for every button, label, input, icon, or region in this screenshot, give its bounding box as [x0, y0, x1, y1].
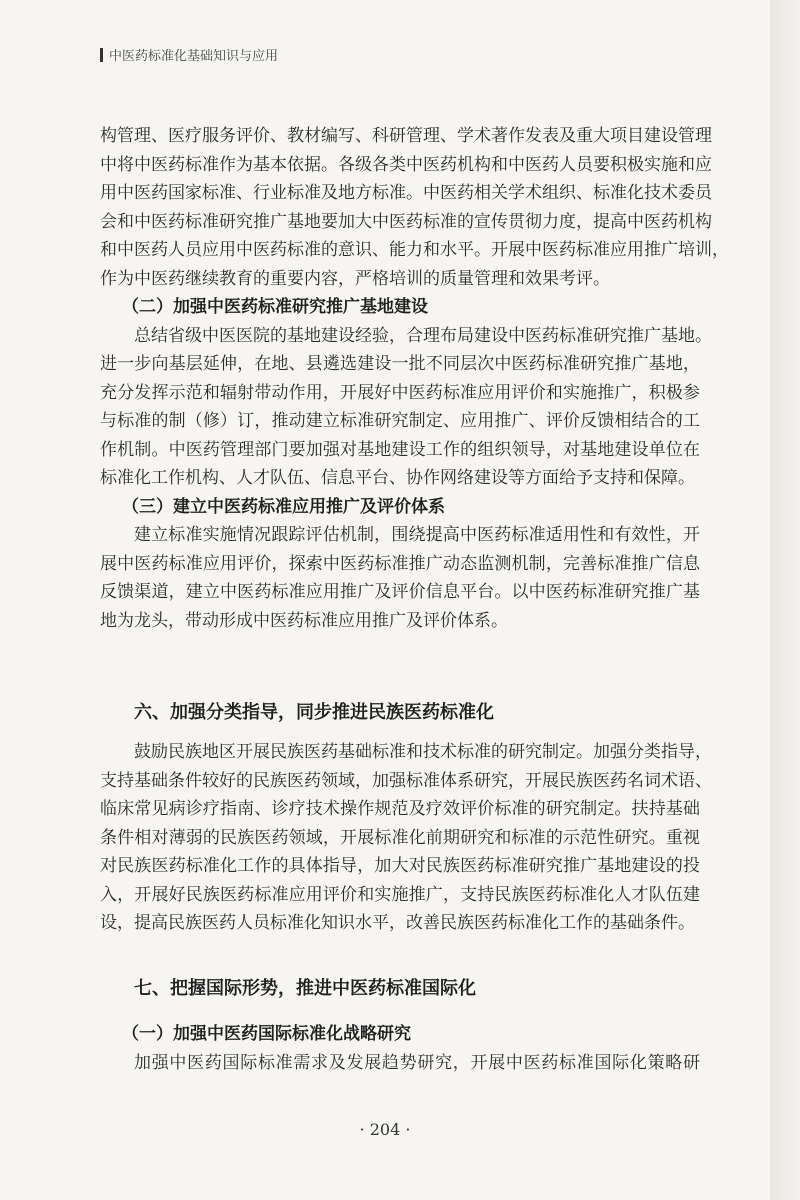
text-line: 和中医药人员应用中医药标准的意识、能力和水平。开展中医药标准应用推广培训，: [100, 240, 729, 260]
text-line: 支持基础条件较好的民族医药领域，加强标准体系研究，开展民族医药名词术语、: [100, 770, 712, 791]
page-number: · 204 ·: [359, 1120, 411, 1139]
text-line: 与标准的制（修）订，推动建立标准研究制定、应用推广、评价反馈相结合的工: [100, 411, 700, 431]
text-line: 作机制。中医药管理部门要加强对基地建设工作的组织领导，对基地建设单位在: [100, 439, 700, 460]
text-line: 标准化工作机构、人才队伍、信息平台、协作网络建设等方面给予支持和保障。: [100, 468, 695, 488]
body-text-block-1: [100, 122, 729, 635]
text-line: 充分发挥示范和辐射带动作用，开展好中医药标准应用评价和实施推广，积极参: [100, 382, 700, 403]
text-line: 构管理、医疗服务评价、教材编写、科研管理、学术著作发表及重大项目建设管理: [100, 126, 712, 146]
text-line: 对民族医药标准化工作的具体指导，加大对民族医药标准研究推广基地建设的投: [100, 856, 700, 876]
running-header: [100, 45, 278, 64]
section-7-heading: 七、把握国际形势，推进中医药标准国际化: [134, 978, 476, 999]
section-7-body: [100, 1020, 700, 1077]
section-6-heading: 六、加强分类指导，同步推进民族医药标准化: [134, 702, 494, 723]
text-line: 展中医药标准应用评价，探索中医药标准推广动态监测机制，完善标准推广信息: [100, 553, 700, 574]
text-line: 加强中医药国际标准需求及发展趋势研究，开展中医药标准国际化策略研: [134, 1052, 700, 1073]
text-line: 入，开展好民族医药标准应用评价和实施推广，支持民族医药标准化人才队伍建: [100, 884, 700, 905]
subheading-2: （二）加强中医药标准研究推广基地建设: [122, 297, 428, 317]
text-line: 地为龙头，带动形成中医药标准应用推广及评价体系。: [100, 610, 508, 631]
text-line: 作为中医药继续教育的重要内容，严格培训的质量管理和效果考评。: [100, 268, 610, 289]
text-line: 临床常见病诊疗指南、诊疗技术操作规范及疗效评价标准的研究制定。扶持基础: [100, 799, 700, 819]
text-line: 会和中医药标准研究推广基地要加大中医药标准的宣传贯彻力度，提高中医药机构: [100, 211, 712, 232]
text-line: 设，提高民族医药人员标准化知识水平，改善民族医药标准化工作的基础条件。: [100, 913, 695, 933]
text-line: 用中医药国家标准、行业标准及地方标准。中医药相关学术组织、标准化技术委员: [100, 183, 712, 203]
text-line: 鼓励民族地区开展民族医药基础标准和技术标准的研究制定。加强分类指导，: [134, 742, 712, 762]
running-header-title: 中医药标准化基础知识与应用: [109, 49, 279, 64]
text-line: 总结省级中医医院的基地建设经验，合理布局建设中医药标准研究推广基地。: [134, 325, 712, 346]
section-6-body: [100, 738, 712, 938]
text-line: 中将中医药标准作为基本依据。各级各类中医药机构和中医药人员要积极实施和应: [100, 154, 712, 175]
text-line: 条件相对薄弱的民族医药领域，开展标准化前期研究和标准的示范性研究。重视: [100, 827, 700, 848]
header-bar-mark: [100, 48, 103, 62]
text-line: 反馈渠道，建立中医药标准应用推广及评价信息平台。以中医药标准研究推广基: [100, 582, 700, 602]
subheading-3: （三）建立中医药标准应用推广及评价体系: [122, 496, 445, 517]
text-line: 进一步向基层延伸，在地、县遴选建设一批不同层次中医药标准研究推广基地，: [100, 354, 700, 374]
text-line: 建立标准实施情况跟踪评估机制，围绕提高中医药标准适用性和有效性，开: [134, 525, 700, 545]
adjacent-page-edge: [770, 0, 800, 1200]
subheading-7-1: （一）加强中医药国际标准化战略研究: [122, 1024, 411, 1044]
